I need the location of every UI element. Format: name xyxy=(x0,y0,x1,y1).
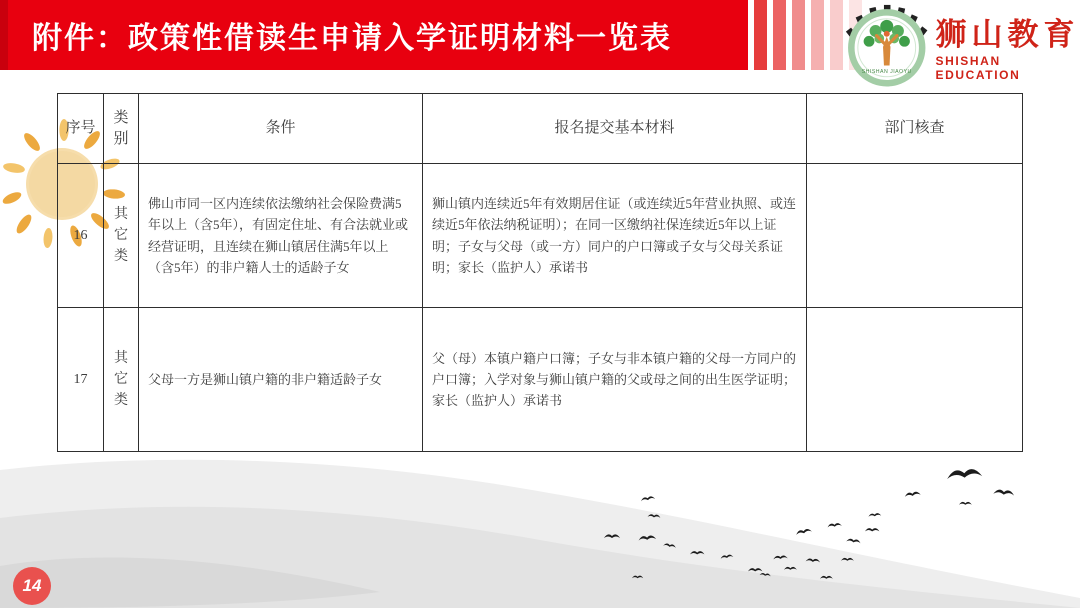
row-category: 其它类 xyxy=(104,164,139,308)
badge-inner-text: SHISHAN JIAOYU xyxy=(861,68,912,75)
bird-icon xyxy=(959,502,972,505)
fade-bar xyxy=(792,0,805,70)
row-no: 17 xyxy=(58,308,104,452)
logo-name-en: SHISHAN EDUCATION xyxy=(935,53,1021,82)
school-badge-icon xyxy=(842,0,932,90)
bird-icon xyxy=(846,538,861,543)
row-materials: 父（母）本镇户籍户口簿；子女与非本镇户籍的父母一方同户的户口簿；入学对象与狮山镇户籍的父或母之间的出生医学证明；家长（监护人）承诺书 xyxy=(423,308,807,452)
bird-icon xyxy=(827,523,842,528)
table-row xyxy=(58,308,1023,452)
header-condition: 条件 xyxy=(139,94,423,164)
row-condition: 佛山市同一区内连续依法缴纳社会保险费满5年以上（含5年），有固定住址、有合法就业或经营证明，且连续在狮山镇居住满5年以上（含5年）的非户籍人士的适龄子女 xyxy=(139,164,423,308)
bird-icon xyxy=(946,468,982,479)
fade-bar xyxy=(754,0,767,70)
header-no: 序号 xyxy=(58,94,104,164)
row-verification xyxy=(807,164,1023,308)
bird-icon xyxy=(868,513,881,517)
header-materials: 报名提交基本材料 xyxy=(423,94,807,164)
materials-table xyxy=(57,93,1023,452)
header-verification: 部门核查 xyxy=(807,94,1023,164)
bird-icon xyxy=(640,496,655,502)
table-header-row xyxy=(58,94,1023,164)
fade-bar xyxy=(811,0,824,70)
fade-bar xyxy=(773,0,786,70)
bird-icon xyxy=(865,528,879,531)
page-title: 附件：政策性借读生申请入学证明材料一览表 xyxy=(32,22,672,55)
row-materials: 狮山镇内连续近5年有效期居住证（或连续近5年营业执照、或连续近5年依法纳税证明）；在同一区缴纳社保连续近5年以上证明；子女与父母（或一方）同户的户口簿或子女与父母关系证明；家长（监护人）承诺书 xyxy=(423,164,807,308)
title-banner xyxy=(0,0,748,70)
row-verification xyxy=(807,308,1023,452)
wave-decoration xyxy=(0,448,1080,608)
row-condition: 父母一方是狮山镇户籍的非户籍适龄子女 xyxy=(139,308,423,452)
row-category: 其它类 xyxy=(104,308,139,452)
table-row xyxy=(58,164,1023,308)
school-logo xyxy=(842,0,1080,90)
row-no: 16 xyxy=(58,164,104,308)
header-category: 类别 xyxy=(104,94,139,164)
bird-icon xyxy=(795,528,811,535)
bird-icon xyxy=(993,489,1014,495)
page-number-badge: 14 xyxy=(13,567,51,605)
logo-name-cn: 狮山教育 xyxy=(935,16,1080,52)
bird-icon xyxy=(904,491,920,497)
